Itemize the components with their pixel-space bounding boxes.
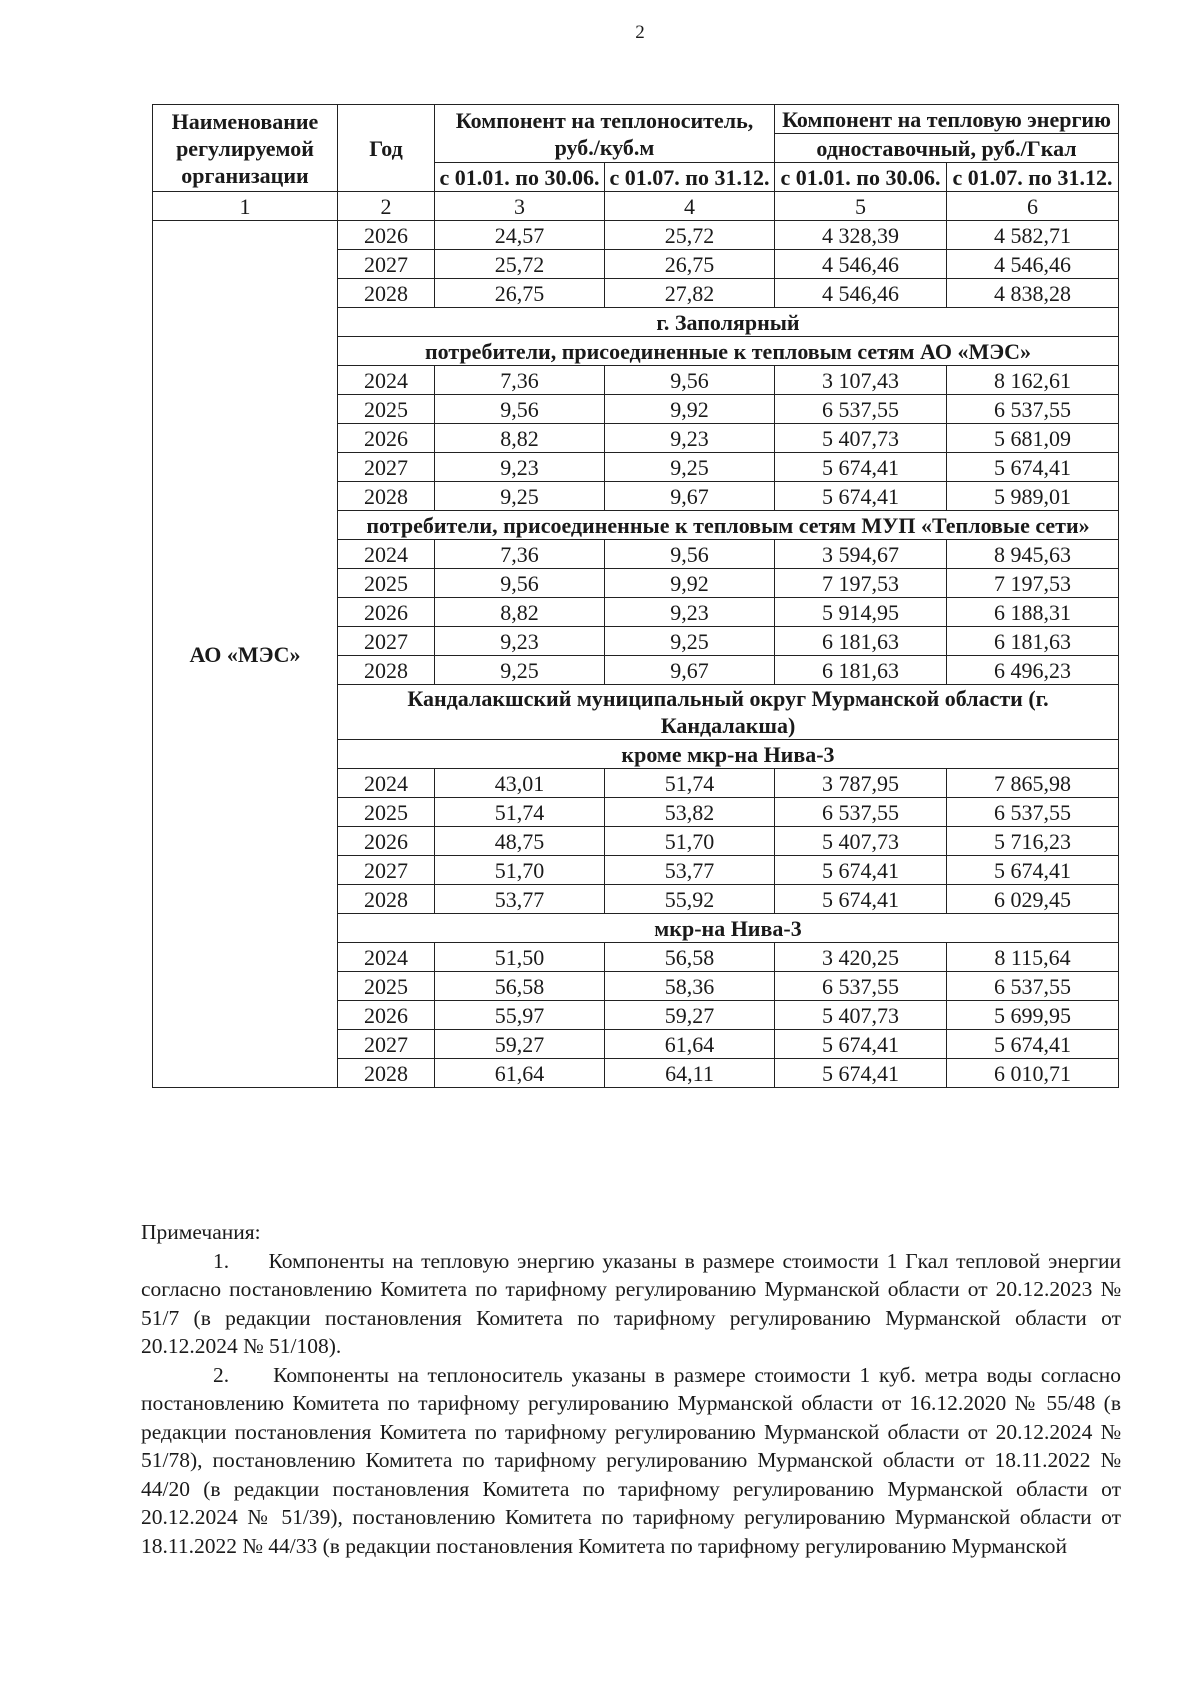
cell-year: 2026	[338, 827, 435, 856]
cell-energy-h1: 6 181,63	[775, 656, 947, 685]
section-niva: мкр-на Нива-3	[338, 914, 1119, 943]
cell-year: 2028	[338, 1059, 435, 1088]
cell-energy-h1: 3 420,25	[775, 943, 947, 972]
cell-energy-h1: 5 914,95	[775, 598, 947, 627]
cell-year: 2026	[338, 221, 435, 250]
cell-coolant-h1: 48,75	[435, 827, 605, 856]
cell-coolant-h1: 9,23	[435, 627, 605, 656]
cell-energy-h2: 6 010,71	[947, 1059, 1119, 1088]
note-2: 2. Компоненты на теплоноситель указаны в размере стоимости 1 куб. метра воды согласно постановлению Комитета по тарифному регулированию Мурманской области от 16.12.2020 № 55/48 (в редакции постановления Комитета по тарифному регулированию Мурманской области от 20.12.2024 № 51/78), постановлению Комитета по тарифному регулированию Мурманской области от 18.11.2022 № 44/20 (в редакции постановления Комитета по тарифному регулированию Мурманской области от 20.12.2024 № 51/39), постановлению Комитета по тарифному регулированию Мурманской области от 18.11.2022 № 44/33 (в редакции постановления Комитета по тарифному регулированию Мурманской	[141, 1362, 1121, 1558]
section-kandalaksha: Кандалакшский муниципальный округ Мурманской области (г. Кандалакша)	[338, 685, 1119, 740]
cell-year: 2027	[338, 1030, 435, 1059]
cell-energy-h1: 5 674,41	[775, 856, 947, 885]
cell-energy-h2: 5 699,95	[947, 1001, 1119, 1030]
cell-energy-h2: 6 496,23	[947, 656, 1119, 685]
cell-year: 2028	[338, 482, 435, 511]
cell-coolant-h2: 53,77	[605, 856, 775, 885]
cell-energy-h1: 7 197,53	[775, 569, 947, 598]
cell-energy-h2: 7 865,98	[947, 769, 1119, 798]
cell-energy-h1: 5 407,73	[775, 424, 947, 453]
header-period-3: с 01.01. по 30.06.	[775, 163, 947, 192]
cell-coolant-h2: 61,64	[605, 1030, 775, 1059]
cell-energy-h1: 3 594,67	[775, 540, 947, 569]
cell-energy-h1: 5 674,41	[775, 453, 947, 482]
cell-year: 2026	[338, 1001, 435, 1030]
cell-energy-h2: 5 716,23	[947, 827, 1119, 856]
cell-coolant-h2: 9,67	[605, 656, 775, 685]
cell-coolant-h2: 9,25	[605, 453, 775, 482]
section-zap-mes: потребители, присоединенные к тепловым сетям АО «МЭС»	[338, 337, 1119, 366]
cell-coolant-h2: 64,11	[605, 1059, 775, 1088]
cell-coolant-h1: 25,72	[435, 250, 605, 279]
column-number-row	[153, 192, 1119, 221]
cell-coolant-h1: 51,50	[435, 943, 605, 972]
cell-year: 2024	[338, 366, 435, 395]
cell-coolant-h2: 51,70	[605, 827, 775, 856]
cell-coolant-h1: 53,77	[435, 885, 605, 914]
organization-name: АО «МЭС»	[153, 221, 338, 1088]
header-period-4: с 01.07. по 31.12.	[947, 163, 1119, 192]
cell-coolant-h1: 7,36	[435, 366, 605, 395]
cell-energy-h2: 5 674,41	[947, 856, 1119, 885]
cell-year: 2025	[338, 972, 435, 1001]
section-zapolyarny: г. Заполярный	[338, 308, 1119, 337]
col-num-5: 5	[775, 192, 947, 221]
header-org: Наименование регулируемой организации	[153, 105, 338, 192]
cell-coolant-h1: 8,82	[435, 424, 605, 453]
cell-coolant-h2: 9,23	[605, 598, 775, 627]
cell-coolant-h2: 58,36	[605, 972, 775, 1001]
cell-year: 2024	[338, 769, 435, 798]
cell-energy-h1: 6 181,63	[775, 627, 947, 656]
header-period-1: с 01.01. по 30.06.	[435, 163, 605, 192]
cell-coolant-h1: 7,36	[435, 540, 605, 569]
cell-coolant-h1: 51,74	[435, 798, 605, 827]
cell-energy-h2: 6 537,55	[947, 395, 1119, 424]
cell-energy-h1: 6 537,55	[775, 972, 947, 1001]
cell-energy-h1: 4 328,39	[775, 221, 947, 250]
cell-year: 2024	[338, 943, 435, 972]
cell-coolant-h2: 9,92	[605, 395, 775, 424]
col-num-4: 4	[605, 192, 775, 221]
cell-year: 2025	[338, 395, 435, 424]
cell-energy-h2: 6 537,55	[947, 798, 1119, 827]
cell-year: 2025	[338, 798, 435, 827]
notes-title: Примечания:	[141, 1220, 261, 1244]
cell-coolant-h1: 8,82	[435, 598, 605, 627]
cell-energy-h2: 6 188,31	[947, 598, 1119, 627]
cell-energy-h2: 8 162,61	[947, 366, 1119, 395]
cell-coolant-h2: 9,23	[605, 424, 775, 453]
cell-coolant-h1: 43,01	[435, 769, 605, 798]
cell-year: 2027	[338, 856, 435, 885]
cell-coolant-h1: 9,23	[435, 453, 605, 482]
header-period-2: с 01.07. по 31.12.	[605, 163, 775, 192]
col-num-6: 6	[947, 192, 1119, 221]
cell-energy-h1: 5 674,41	[775, 482, 947, 511]
note-1: 1. Компоненты на тепловую энергию указаны в размере стоимости 1 Гкал тепловой энергии согласно постановлению Комитета по тарифному регулированию Мурманской области от 20.12.2023 № 51/7 (в редакции постановления Комитета по тарифному регулированию Мурманской области от 20.12.2024 № 51/108).	[141, 1248, 1121, 1358]
cell-energy-h1: 5 674,41	[775, 1030, 947, 1059]
cell-energy-h1: 5 407,73	[775, 827, 947, 856]
cell-energy-h2: 8 945,63	[947, 540, 1119, 569]
col-num-2: 2	[338, 192, 435, 221]
cell-energy-h1: 4 546,46	[775, 279, 947, 308]
header-energy: Компонент на тепловую энергию	[775, 105, 1119, 134]
cell-coolant-h2: 59,27	[605, 1001, 775, 1030]
cell-coolant-h2: 56,58	[605, 943, 775, 972]
cell-energy-h2: 5 989,01	[947, 482, 1119, 511]
cell-coolant-h2: 53,82	[605, 798, 775, 827]
cell-year: 2027	[338, 627, 435, 656]
cell-energy-h1: 5 407,73	[775, 1001, 947, 1030]
cell-energy-h2: 7 197,53	[947, 569, 1119, 598]
cell-energy-h2: 4 838,28	[947, 279, 1119, 308]
cell-energy-h1: 5 674,41	[775, 1059, 947, 1088]
cell-coolant-h1: 55,97	[435, 1001, 605, 1030]
cell-coolant-h2: 27,82	[605, 279, 775, 308]
cell-coolant-h2: 26,75	[605, 250, 775, 279]
cell-year: 2028	[338, 656, 435, 685]
cell-energy-h1: 3 787,95	[775, 769, 947, 798]
tariff-table	[152, 104, 1119, 1088]
cell-coolant-h2: 9,25	[605, 627, 775, 656]
cell-year: 2027	[338, 453, 435, 482]
cell-year: 2024	[338, 540, 435, 569]
cell-coolant-h1: 56,58	[435, 972, 605, 1001]
cell-energy-h2: 8 115,64	[947, 943, 1119, 972]
cell-energy-h1: 5 674,41	[775, 885, 947, 914]
cell-coolant-h1: 59,27	[435, 1030, 605, 1059]
cell-coolant-h2: 9,92	[605, 569, 775, 598]
cell-coolant-h1: 24,57	[435, 221, 605, 250]
cell-energy-h2: 5 674,41	[947, 453, 1119, 482]
cell-coolant-h1: 26,75	[435, 279, 605, 308]
cell-energy-h2: 5 674,41	[947, 1030, 1119, 1059]
cell-year: 2026	[338, 598, 435, 627]
cell-energy-h2: 5 681,09	[947, 424, 1119, 453]
cell-energy-h1: 3 107,43	[775, 366, 947, 395]
header-energy-sub: одноставочный, руб./Гкал	[775, 134, 1119, 163]
cell-energy-h2: 4 546,46	[947, 250, 1119, 279]
cell-coolant-h1: 9,56	[435, 569, 605, 598]
cell-coolant-h2: 9,56	[605, 366, 775, 395]
section-zap-mup: потребители, присоединенные к тепловым сетям МУП «Тепловые сети»	[338, 511, 1119, 540]
cell-year: 2026	[338, 424, 435, 453]
table-row	[153, 221, 1119, 250]
cell-energy-h2: 6 181,63	[947, 627, 1119, 656]
cell-coolant-h1: 9,25	[435, 656, 605, 685]
cell-energy-h2: 6 029,45	[947, 885, 1119, 914]
cell-year: 2027	[338, 250, 435, 279]
cell-energy-h1: 6 537,55	[775, 395, 947, 424]
cell-energy-h2: 4 582,71	[947, 221, 1119, 250]
cell-energy-h2: 6 537,55	[947, 972, 1119, 1001]
cell-coolant-h2: 55,92	[605, 885, 775, 914]
col-num-3: 3	[435, 192, 605, 221]
cell-coolant-h2: 9,67	[605, 482, 775, 511]
notes-block	[141, 1218, 1121, 1560]
cell-coolant-h1: 9,25	[435, 482, 605, 511]
cell-coolant-h2: 25,72	[605, 221, 775, 250]
cell-year: 2025	[338, 569, 435, 598]
header-coolant: Компонент на теплоноситель, руб./куб.м	[435, 105, 775, 163]
section-except-niva: кроме мкр-на Нива-3	[338, 740, 1119, 769]
cell-year: 2028	[338, 279, 435, 308]
cell-energy-h1: 6 537,55	[775, 798, 947, 827]
cell-coolant-h1: 61,64	[435, 1059, 605, 1088]
col-num-1: 1	[153, 192, 338, 221]
cell-coolant-h1: 51,70	[435, 856, 605, 885]
cell-coolant-h1: 9,56	[435, 395, 605, 424]
cell-coolant-h2: 51,74	[605, 769, 775, 798]
cell-energy-h1: 4 546,46	[775, 250, 947, 279]
page-number: 2	[635, 22, 645, 43]
header-row-1	[153, 105, 1119, 134]
header-year: Год	[338, 105, 435, 192]
cell-coolant-h2: 9,56	[605, 540, 775, 569]
cell-year: 2028	[338, 885, 435, 914]
